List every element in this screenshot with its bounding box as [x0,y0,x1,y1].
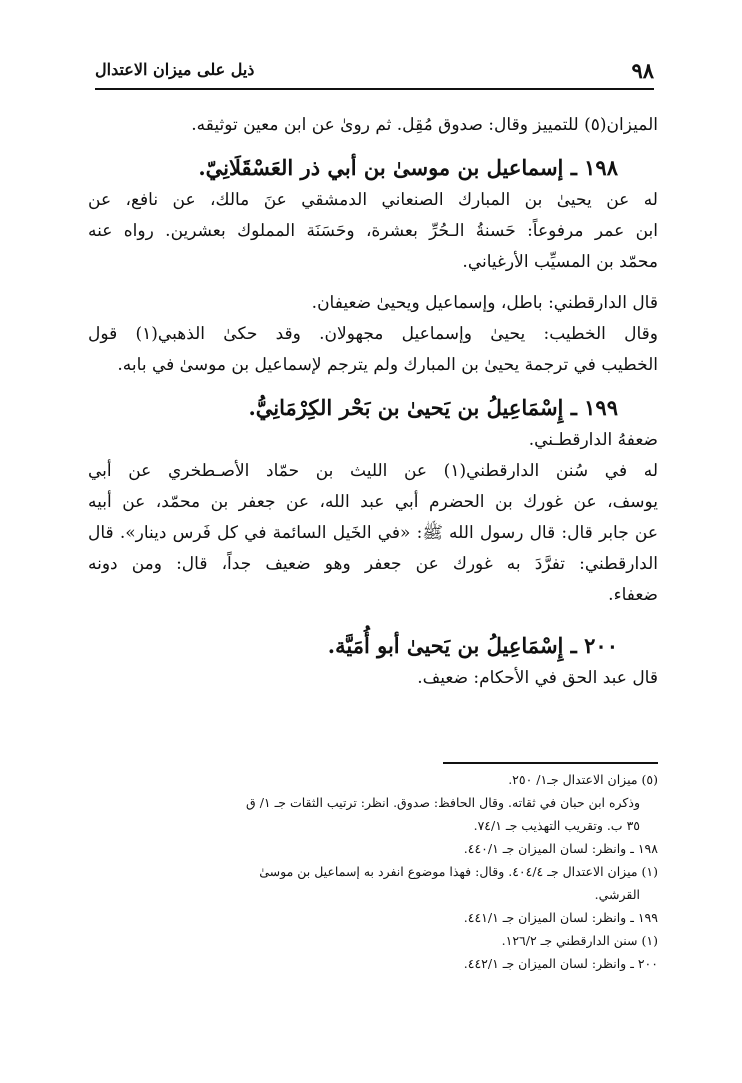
footnote-line: (١) سنن الدارقطني جـ ١٢٦/٢. [501,933,658,948]
text-line: ابن عمر مرفوعاً: حَسنةُ الـحُرِّ بعشرة، وحَسَنَة المملوك بعشرين. رواه عنه [88,221,658,241]
text-line: يوسف، عن غورك بن الحضرم أبي عبد الله، عن جعفر بن محمّد، عن أبيه [88,492,658,512]
text-line: عن جابر قال: قال رسول الله ﷺ: «في الخَيل السائمة في كل فَرس دينار». قال [88,523,658,543]
footnote-line: وذكره ابن حبان في ثقاته. وقال الحافظ: صدوق. انظر: ترتيب الثقات جـ ١/ ق [246,795,640,810]
text-line: له عن يحيىٰ بن المبارك الصنعاني الدمشقي عنَ مالك، عن نافع، عن [88,190,658,210]
footnote-line: ٣٥ ب. وتقريب التهذيب جـ ٧٤/١. [473,818,640,833]
text-line: ضعفاء. [608,585,658,605]
footnote-line: ١٩٩ ـ وانظر: لسان الميزان جـ ٤٤١/١. [463,910,658,925]
text-line: الدارقطني: تفرَّدَ به غورك عن جعفر وهو ضعيف جداً، قال: ومن دونه [88,554,658,574]
footnote-line: القرشي. [594,887,640,902]
footnote-line: (١) ميزان الاعتدال جـ ٤٠٤/٤. وقال: فهذا موضوع انفرد به إسماعيل بن موسىٰ [259,864,658,879]
text-line: وقال الخطيب: يحيىٰ وإسماعيل مجهولان. وقد حكىٰ الذهبي(١) قول [88,324,659,344]
footnote-line: ٢٠٠ ـ وانظر: لسان الميزان جـ ٤٤٢/١. [463,956,658,971]
footnote-separator [443,762,658,764]
footnotes [88,768,658,975]
footnote-line: (٥) ميزان الاعتدال جـ١/ ٢٥٠. [508,772,658,787]
text-line: قال عبد الحق في الأحكام: ضعيف. [417,668,658,688]
page-header [95,58,654,90]
text-line: له في سُنن الدارقطني(١) عن الليث بن حمّاد الأصـطخري عن أبي [88,461,658,481]
entry-heading-198: ١٩٨ ـ إسماعيل بن موسىٰ بن أبي ذر العَسْقَلَانِيّ. [198,155,618,180]
text-line: محمّد بن المسيِّب الأرغياني. [462,252,658,272]
entry-heading-200: ٢٠٠ ـ إِسْمَاعِيلُ بن يَحيىٰ أبو أُمَيَّة. [327,633,618,658]
page-number: ٩٨ [631,58,654,83]
footnote-line: ١٩٨ ـ وانظر: لسان الميزان جـ ٤٤٠/١. [463,841,658,856]
running-title: ذيل على ميزان الاعتدال [95,60,255,79]
text-line: الميزان(٥) للتمييز وقال: صدوق مُقِل. ثم روىٰ عن ابن معين توثيقه. [191,115,658,135]
text-line: قال الدارقطني: باطل، وإسماعيل ويحيىٰ ضعيفان. [311,293,658,313]
main-text [88,110,658,694]
entry-heading-199: ١٩٩ ـ إِسْمَاعِيلُ بن يَحيىٰ بن بَحْر الكِرْمَانِيُّ. [248,395,618,420]
text-line: ضعفهُ الدارقطـني. [528,430,658,450]
text-line: الخطيب في ترجمة يحيىٰ بن المبارك ولم يترجم لإسماعيل بن موسىٰ في بابه. [117,355,658,375]
